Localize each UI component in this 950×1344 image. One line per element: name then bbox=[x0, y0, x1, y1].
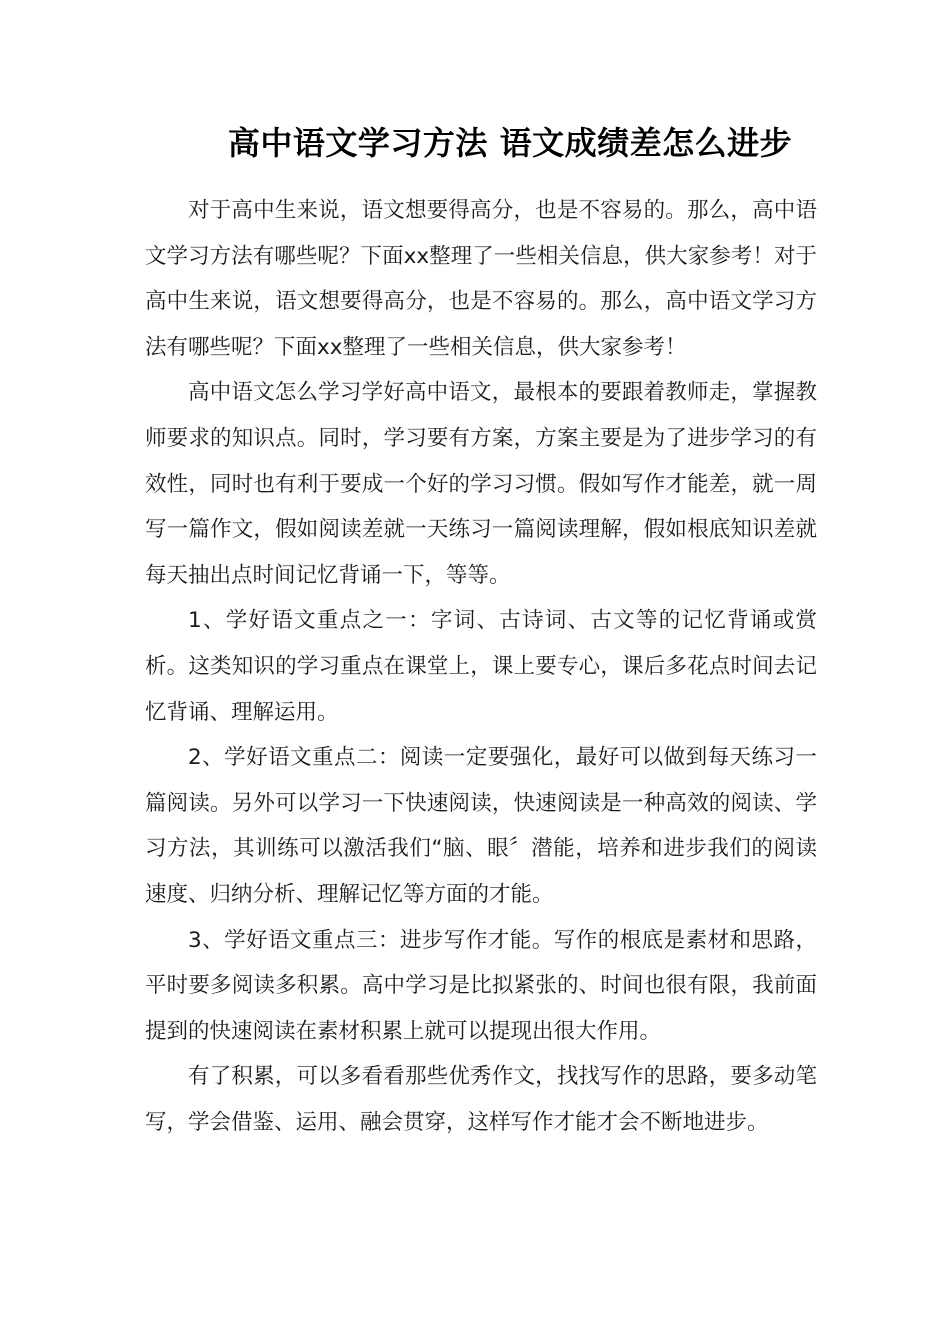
paragraph-how-to-learn: 高中语文怎么学习学好高中语文，最根本的要跟着教师走，掌握教师要求的知识点。同时，学习要有方案，方案主要是为了进步学习的有效性，同时也有利于要成一个好的学习习惯。假如写作才能差，就一周写一篇作文，假如阅读差就一天练习一篇阅读理解，假如根底知识差就每天抽出点时间记忆背诵一下，等等。 bbox=[145, 380, 817, 588]
paragraph-key-point-2: 2、学好语文重点二：阅读一定要强化，最好可以做到每天练习一篇阅读。另外可以学习一下快速阅读，快速阅读是一种高效的阅读、学习方法，其训练可以激活我们“脑、眼〞潜能，培养和进步我们的阅读速度、归纳分析、理解记忆等方面的才能。 bbox=[145, 745, 817, 907]
paragraph-key-point-3: 3、学好语文重点三：进步写作才能。写作的根底是素材和思路，平时要多阅读多积累。高中学习是比拟紧张的、时间也很有限，我前面提到的快速阅读在素材积累上就可以提现出很大作用。 bbox=[145, 927, 817, 1044]
paragraph-intro: 对于高中生来说，语文想要得高分，也是不容易的。那么，高中语文学习方法有哪些呢？下面xx整理了一些相关信息，供大家参考！对于高中生来说，语文想要得高分，也是不容易的。那么，高中语文学习方法有哪些呢？下面xx整理了一些相关信息，供大家参考！ bbox=[145, 198, 817, 360]
document-body bbox=[145, 188, 817, 1145]
document-title: 高中语文学习方法 语文成绩差怎么进步 bbox=[227, 124, 793, 162]
paragraph-conclusion: 有了积累，可以多看看那些优秀作文，找找写作的思路，要多动笔写，学会借鉴、运用、融会贯穿，这样写作才能才会不断地进步。 bbox=[145, 1064, 817, 1135]
paragraph-key-point-1: 1、学好语文重点之一：字词、古诗词、古文等的记忆背诵或赏析。这类知识的学习重点在课堂上，课上要专心，课后多花点时间去记忆背诵、理解运用。 bbox=[145, 608, 817, 725]
